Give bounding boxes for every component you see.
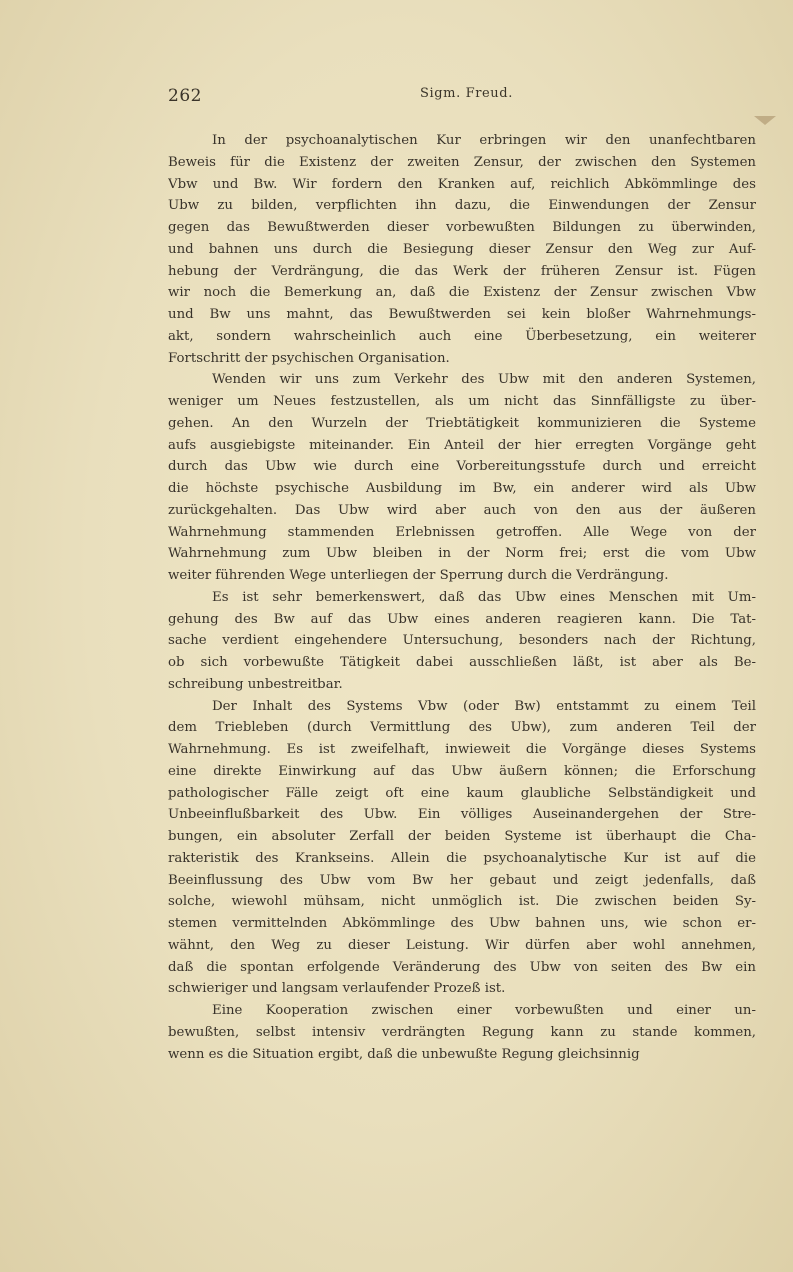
text-line: Unbeeinflußbarkeit des Ubw. Ein völliges Auseinandergehen der Stre- xyxy=(168,807,756,823)
text-line: ob sich vorbewußte Tätigkeit dabei ausschließen läßt, ist aber als Be- xyxy=(168,655,756,670)
text-line: Wahrnehmung stammenden Erlebnissen getroffen. Alle Wege von der xyxy=(168,524,756,540)
text-line: Wahrnehmung zum Ubw bleiben in der Norm frei; erst die vom Ubw xyxy=(168,546,756,562)
text-line: Ubw zu bilden, verpflichten ihn dazu, die Einwendungen der Zensur xyxy=(168,198,756,214)
page-number: 262 xyxy=(168,86,202,106)
text-line: Vbw und Bw. Wir fordern den Kranken auf, reichlich Abkömmlinge des xyxy=(168,176,756,192)
text-line: gegen das Bewußtwerden dieser vorbewußten Bildungen zu überwinden, xyxy=(168,220,756,235)
text-line: hebung der Verdrängung, die das Werk der früheren Zensur ist. Fügen xyxy=(168,263,756,279)
text-line: dem Triebleben (durch Vermittlung des Ubw), zum anderen Teil der xyxy=(168,720,756,736)
body-text xyxy=(168,130,756,1065)
running-head xyxy=(168,86,758,108)
text-line: akt, sondern wahrscheinlich auch eine Überbesetzung, ein weiterer xyxy=(168,328,756,344)
text-line: Wenden wir uns zum Verkehr des Ubw mit den anderen Systemen, xyxy=(212,372,756,388)
text-line: Fortschritt der psychischen Organisation. xyxy=(168,350,450,366)
text-line: wenn es die Situation ergibt, daß die unbewußte Regung gleichsinnig xyxy=(168,1046,640,1062)
text-line: Der Inhalt des Systems Vbw (oder Bw) entstammt zu einem Teil xyxy=(212,698,756,714)
text-line: eine direkte Einwirkung auf das Ubw äußern können; die Erforschung xyxy=(168,763,756,779)
text-line: bungen, ein absoluter Zerfall der beiden Systeme ist überhaupt die Cha- xyxy=(168,829,756,844)
text-line: durch das Ubw wie durch eine Vorbereitungsstufe durch und erreicht xyxy=(168,459,756,475)
text-line: die höchste psychische Ausbildung im Bw, ein anderer wird als Ubw xyxy=(168,481,756,496)
text-line: und bahnen uns durch die Besiegung dieser Zensur den Weg zur Auf- xyxy=(168,241,756,257)
running-title: Sigm. Freud. xyxy=(420,86,513,101)
text-line: solche, wiewohl mühsam, nicht unmöglich ist. Die zwischen beiden Sy- xyxy=(168,894,756,910)
text-line: und Bw uns mahnt, das Bewußtwerden sei kein bloßer Wahrnehmungs- xyxy=(168,307,756,322)
text-line: wir noch die Bemerkung an, daß die Existenz der Zensur zwischen Vbw xyxy=(168,285,756,301)
text-line: pathologischer Fälle zeigt oft eine kaum glaubliche Selbständigkeit und xyxy=(168,785,756,801)
text-line: daß die spontan erfolgende Veränderung des Ubw von seiten des Bw ein xyxy=(168,959,756,975)
text-line: wähnt, den Weg zu dieser Leistung. Wir dürfen aber wohl annehmen, xyxy=(168,937,756,953)
text-line: aufs ausgiebigste miteinander. Ein Anteil der hier erregten Vorgänge geht xyxy=(168,437,756,453)
text-line: sache verdient eingehendere Untersuchung, besonders nach der Richtung, xyxy=(168,633,756,649)
text-line: Es ist sehr bemerkenswert, daß das Ubw eines Menschen mit Um- xyxy=(212,589,756,605)
text-line: weiter führenden Wege unterliegen der Sperrung durch die Verdrängung. xyxy=(168,568,669,583)
corner-mark xyxy=(754,116,776,125)
text-line: Wahrnehmung. Es ist zweifelhaft, inwieweit die Vorgänge dieses Systems xyxy=(168,742,756,757)
text-line: Beweis für die Existenz der zweiten Zensur, der zwischen den Systemen xyxy=(168,154,756,170)
text-line: In der psychoanalytischen Kur erbringen wir den unanfechtbaren xyxy=(212,133,756,148)
text-line: gehung des Bw auf das Ubw eines anderen reagieren kann. Die Tat- xyxy=(168,611,756,627)
text-line: gehen. An den Wurzeln der Triebtätigkeit kommunizieren die Systeme xyxy=(168,415,756,431)
text-line: stemen vermittelnden Abkömmlinge des Ubw bahnen uns, wie schon er- xyxy=(168,916,756,931)
text-line: bewußten, selbst intensiv verdrängten Regung kann zu stande kommen, xyxy=(168,1024,756,1040)
text-line: weniger um Neues festzustellen, als um nicht das Sinnfälligste zu über- xyxy=(168,394,756,409)
text-line: schreibung unbestreitbar. xyxy=(168,676,343,692)
text-line: schwieriger und langsam verlaufender Prozeß ist. xyxy=(168,981,506,997)
text-line: rakteristik des Krankseins. Allein die psychoanalytische Kur ist auf die xyxy=(168,850,756,866)
text-line: zurückgehalten. Das Ubw wird aber auch von den aus der äußeren xyxy=(168,502,756,518)
text-line: Beeinflussung des Ubw vom Bw her gebaut und zeigt jedenfalls, daß xyxy=(168,872,756,888)
text-line: Eine Kooperation zwischen einer vorbewußten und einer un- xyxy=(212,1003,756,1018)
